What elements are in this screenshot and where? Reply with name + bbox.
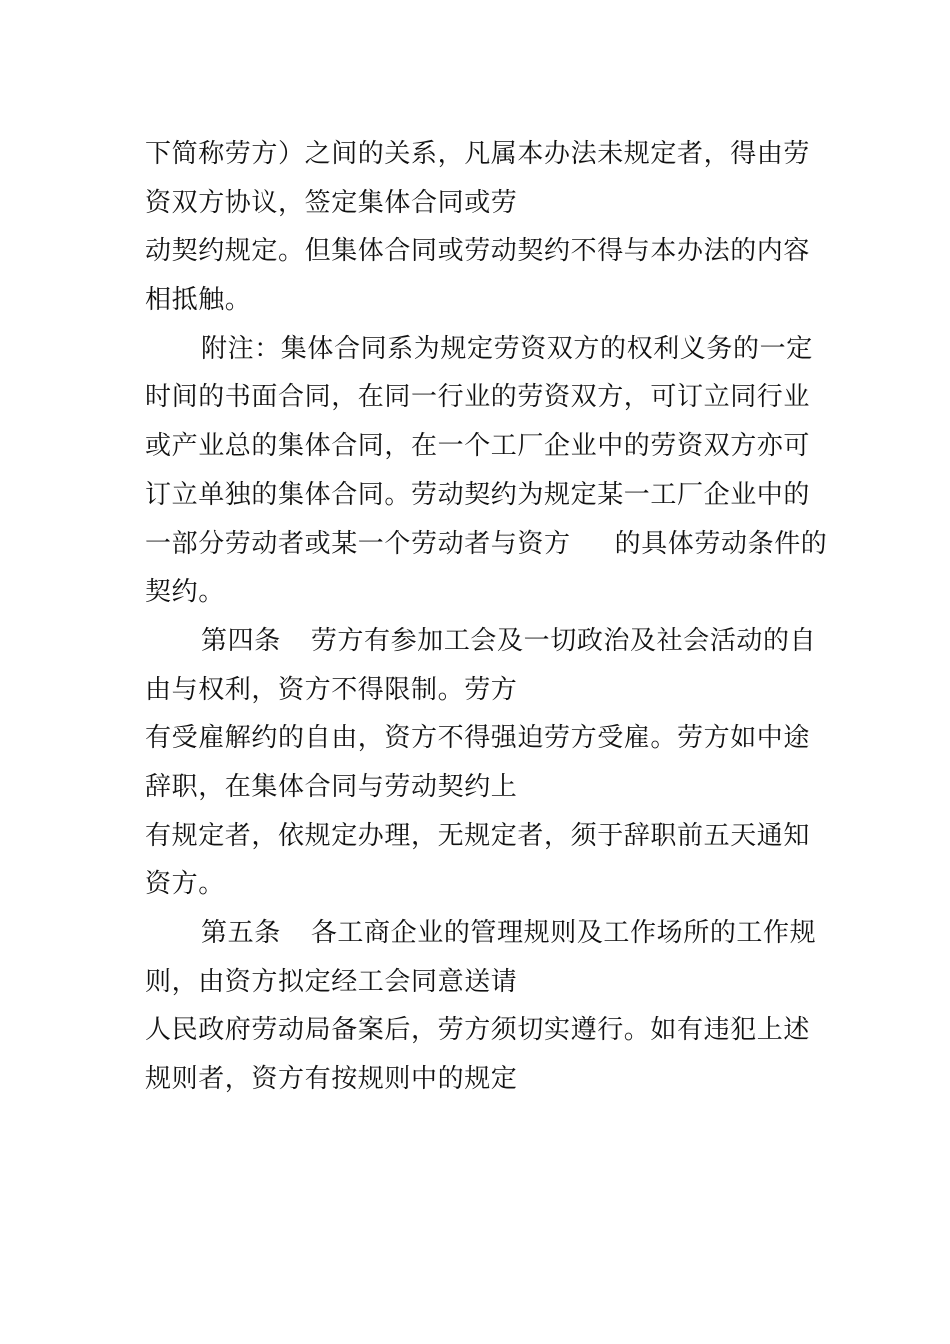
article-4-start bbox=[145, 617, 815, 666]
text-line: 时间的书面合同，在同一行业的劳资双方，可订立同行业 bbox=[145, 382, 811, 413]
text-line: 相抵触。 bbox=[145, 285, 252, 316]
text-line: 资双方协议，签定集体合同或劳 bbox=[145, 187, 518, 218]
text-line: 动契约规定。但集体合同或劳动契约不得与本办法的内容 bbox=[145, 236, 811, 267]
text-line: 下简称劳方）之间的关系，凡属本办法未规定者，得由劳 bbox=[145, 139, 811, 169]
text-line: 资方。 bbox=[145, 869, 225, 900]
text-line: 由与权利，资方不得限制。劳方 bbox=[145, 674, 518, 705]
text-line: 订立单独的集体合同。劳动契约为规定某一工厂企业中的 bbox=[145, 479, 811, 510]
text-line: 辞职，在集体合同与劳动契约上 bbox=[145, 771, 518, 802]
text-line: 则，由资方拟定经工会同意送请 bbox=[145, 966, 518, 997]
note-paragraph-start: 附注：集体合同系为规定劳资双方的权利义务的一定 bbox=[201, 333, 813, 364]
article-text: 劳方有参加工会及一切政治及社会活动的自 bbox=[310, 625, 817, 656]
text-line: 人民政府劳动局备案后，劳方须切实遵行。如有违犯上述 bbox=[145, 1015, 811, 1046]
article-5-start bbox=[145, 909, 815, 958]
document-body bbox=[145, 130, 828, 1104]
text-line: 规则者，资方有按规则中的规定 bbox=[145, 1064, 518, 1095]
text-segment: 一部分劳动者或某一个劳动者与资方 bbox=[145, 528, 571, 559]
text-line: 或产业总的集体合同，在一个工厂企业中的劳资双方亦可 bbox=[145, 431, 811, 462]
text-segment: 的具体劳动条件的 bbox=[614, 528, 828, 559]
article-number: 第四条 bbox=[201, 625, 281, 656]
text-line: 契约。 bbox=[145, 577, 225, 608]
text-line: 有受雇解约的自由，资方不得强迫劳方受雇。劳方如中途 bbox=[145, 723, 811, 754]
text-line bbox=[145, 520, 828, 569]
article-number: 第五条 bbox=[201, 918, 281, 948]
article-text: 各工商企业的管理规则及工作场所的工作规 bbox=[310, 918, 817, 948]
text-line: 有规定者，依规定办理，无规定者，须于辞职前五天通知 bbox=[145, 820, 811, 851]
